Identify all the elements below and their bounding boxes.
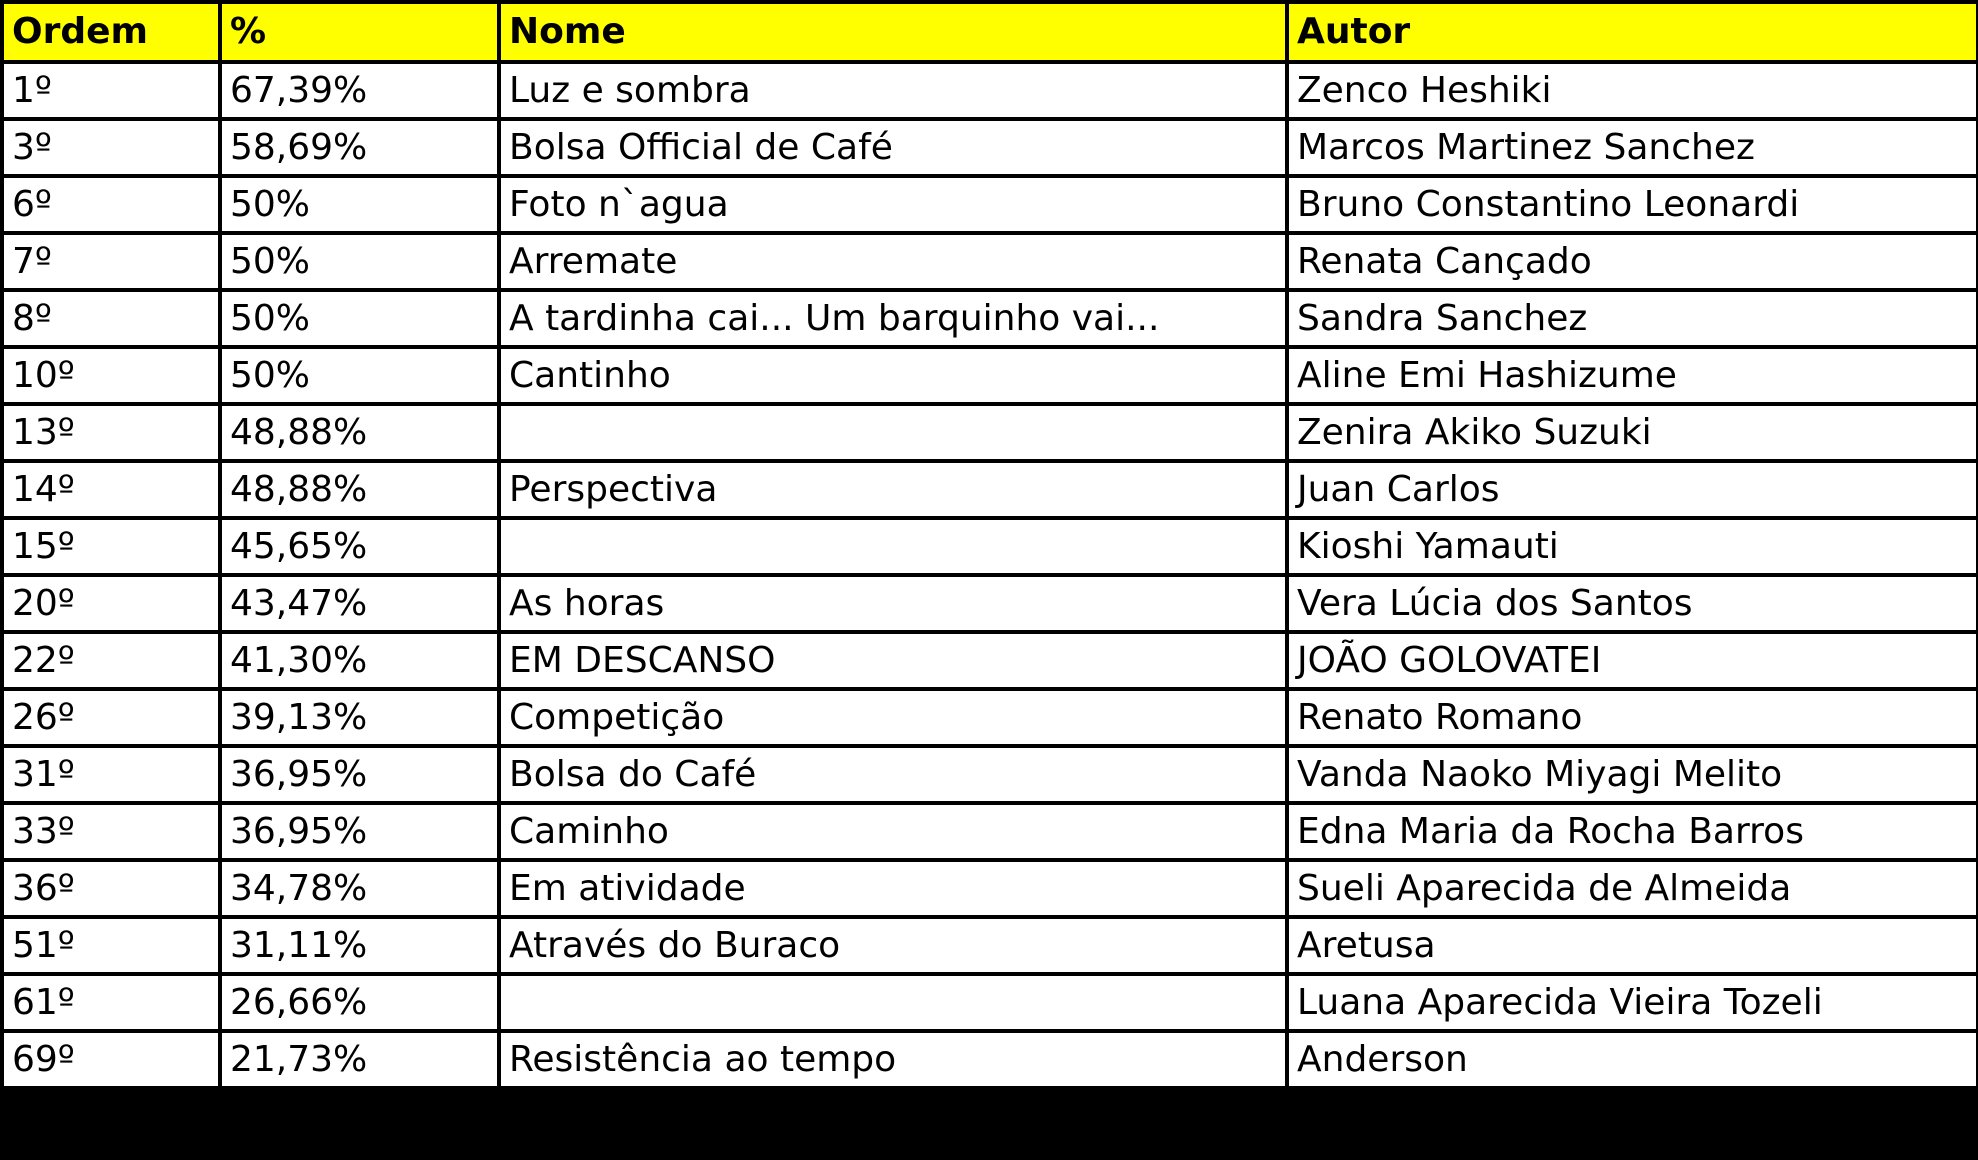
cell-percent[interactable]: 36,95% — [220, 803, 499, 860]
table-row — [2, 974, 1978, 1031]
cell-ordem[interactable]: 8º — [2, 290, 220, 347]
cell-nome[interactable]: As horas — [499, 575, 1287, 632]
cell-autor[interactable]: Zenira Akiko Suzuki — [1287, 404, 1978, 461]
cell-ordem[interactable]: 36º — [2, 860, 220, 917]
cell-autor[interactable]: JOÃO GOLOVATEI — [1287, 632, 1978, 689]
cell-autor[interactable]: Luana Aparecida Vieira Tozeli — [1287, 974, 1978, 1031]
header-cell-ordem[interactable]: Ordem — [2, 2, 220, 62]
table-row — [2, 689, 1978, 746]
cell-ordem[interactable]: 61º — [2, 974, 220, 1031]
table-row — [2, 233, 1978, 290]
cell-ordem[interactable]: 26º — [2, 689, 220, 746]
cell-percent[interactable]: 48,88% — [220, 404, 499, 461]
cell-nome[interactable]: Competição — [499, 689, 1287, 746]
cell-nome[interactable]: Foto n`agua — [499, 176, 1287, 233]
header-cell-nome[interactable]: Nome — [499, 2, 1287, 62]
cell-percent[interactable]: 50% — [220, 233, 499, 290]
cell-ordem[interactable]: 6º — [2, 176, 220, 233]
cell-autor[interactable]: Sandra Sanchez — [1287, 290, 1978, 347]
cell-ordem[interactable]: 3º — [2, 119, 220, 176]
table-row — [2, 176, 1978, 233]
cell-ordem[interactable]: 15º — [2, 518, 220, 575]
cell-autor[interactable]: Renato Romano — [1287, 689, 1978, 746]
cell-percent[interactable]: 67,39% — [220, 62, 499, 119]
header-cell-autor[interactable]: Autor — [1287, 2, 1978, 62]
cell-percent[interactable]: 50% — [220, 290, 499, 347]
cell-percent[interactable]: 48,88% — [220, 461, 499, 518]
cell-ordem[interactable]: 33º — [2, 803, 220, 860]
cell-autor[interactable]: Renata Cançado — [1287, 233, 1978, 290]
table-row — [2, 62, 1978, 119]
table-row — [2, 746, 1978, 803]
cell-nome[interactable]: Arremate — [499, 233, 1287, 290]
cell-percent[interactable]: 50% — [220, 176, 499, 233]
cell-autor[interactable]: Juan Carlos — [1287, 461, 1978, 518]
cell-ordem[interactable]: 31º — [2, 746, 220, 803]
cell-nome[interactable]: Através do Buraco — [499, 917, 1287, 974]
cell-nome[interactable] — [499, 518, 1287, 575]
cell-nome[interactable]: Luz e sombra — [499, 62, 1287, 119]
cell-ordem[interactable]: 10º — [2, 347, 220, 404]
table-row — [2, 404, 1978, 461]
cell-ordem[interactable]: 20º — [2, 575, 220, 632]
cell-percent[interactable]: 31,11% — [220, 917, 499, 974]
cell-nome[interactable]: Em atividade — [499, 860, 1287, 917]
cell-percent[interactable]: 45,65% — [220, 518, 499, 575]
cell-autor[interactable]: Aretusa — [1287, 917, 1978, 974]
table-row — [2, 347, 1978, 404]
table-row — [2, 119, 1978, 176]
cell-autor[interactable]: Sueli Aparecida de Almeida — [1287, 860, 1978, 917]
cell-autor[interactable]: Bruno Constantino Leonardi — [1287, 176, 1978, 233]
table-row — [2, 518, 1978, 575]
cell-ordem[interactable]: 22º — [2, 632, 220, 689]
cell-ordem[interactable]: 14º — [2, 461, 220, 518]
cell-autor[interactable]: Marcos Martinez Sanchez — [1287, 119, 1978, 176]
table-row — [2, 290, 1978, 347]
cell-autor[interactable]: Aline Emi Hashizume — [1287, 347, 1978, 404]
cell-nome[interactable]: Perspectiva — [499, 461, 1287, 518]
cell-autor[interactable]: Vanda Naoko Miyagi Melito — [1287, 746, 1978, 803]
cell-autor[interactable]: Kioshi Yamauti — [1287, 518, 1978, 575]
cell-percent[interactable]: 43,47% — [220, 575, 499, 632]
cell-nome[interactable]: Bolsa Official de Café — [499, 119, 1287, 176]
cell-autor[interactable]: Vera Lúcia dos Santos — [1287, 575, 1978, 632]
cell-autor[interactable]: Zenco Heshiki — [1287, 62, 1978, 119]
cell-percent[interactable]: 34,78% — [220, 860, 499, 917]
cell-autor[interactable]: Anderson — [1287, 1031, 1978, 1088]
table-row — [2, 860, 1978, 917]
cell-nome[interactable] — [499, 974, 1287, 1031]
table-row — [2, 803, 1978, 860]
cell-percent[interactable]: 50% — [220, 347, 499, 404]
cell-nome[interactable]: Caminho — [499, 803, 1287, 860]
cell-nome[interactable]: Resistência ao tempo — [499, 1031, 1287, 1088]
cell-percent[interactable]: 39,13% — [220, 689, 499, 746]
table-row — [2, 461, 1978, 518]
cell-nome[interactable]: EM DESCANSO — [499, 632, 1287, 689]
cell-nome[interactable] — [499, 404, 1287, 461]
table-row — [2, 1031, 1978, 1088]
cell-nome[interactable]: Cantinho — [499, 347, 1287, 404]
cell-percent[interactable]: 26,66% — [220, 974, 499, 1031]
cell-ordem[interactable]: 13º — [2, 404, 220, 461]
cell-percent[interactable]: 21,73% — [220, 1031, 499, 1088]
cell-ordem[interactable]: 1º — [2, 62, 220, 119]
cell-percent[interactable]: 41,30% — [220, 632, 499, 689]
cell-percent[interactable]: 58,69% — [220, 119, 499, 176]
table-row — [2, 575, 1978, 632]
cell-nome[interactable]: Bolsa do Café — [499, 746, 1287, 803]
table-row — [2, 917, 1978, 974]
header-cell-percent[interactable]: % — [220, 2, 499, 62]
cell-ordem[interactable]: 69º — [2, 1031, 220, 1088]
table-row — [2, 632, 1978, 689]
cell-autor[interactable]: Edna Maria da Rocha Barros — [1287, 803, 1978, 860]
cell-percent[interactable]: 36,95% — [220, 746, 499, 803]
cell-ordem[interactable]: 7º — [2, 233, 220, 290]
cell-ordem[interactable]: 51º — [2, 917, 220, 974]
cell-nome[interactable]: A tardinha cai... Um barquinho vai... — [499, 290, 1287, 347]
header-row — [2, 2, 1978, 62]
